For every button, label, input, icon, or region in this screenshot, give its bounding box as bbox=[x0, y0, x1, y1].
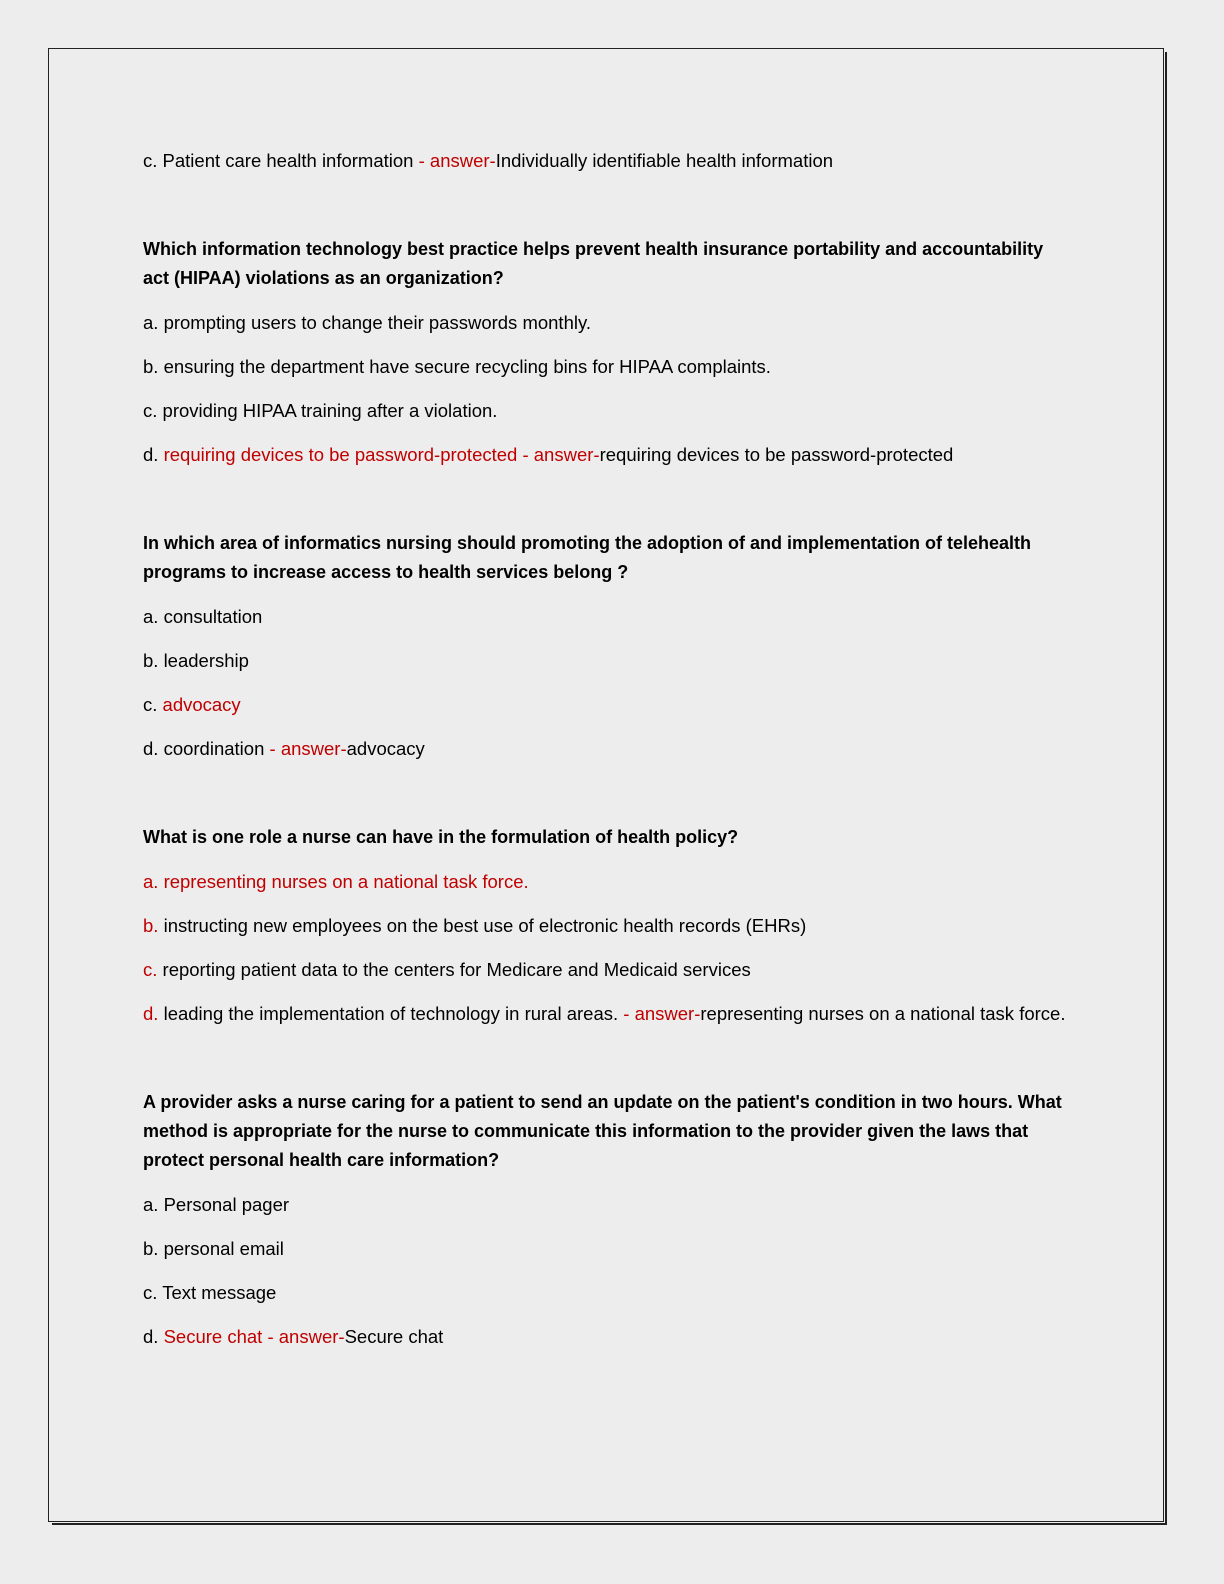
option-letter: d. bbox=[143, 1326, 164, 1347]
question-text: Which information technology best practice helps prevent health insurance portability and accountability act (HIPAA) violations as an organization? bbox=[143, 239, 1044, 288]
option-a: a. prompting users to change their passwords monthly. bbox=[143, 312, 591, 333]
option-b: b. leadership bbox=[143, 650, 249, 671]
question-block-3 bbox=[143, 823, 1073, 1028]
answer-text: requiring devices to be password-protected bbox=[599, 444, 954, 465]
answer-tag: - answer- bbox=[623, 1003, 701, 1024]
question-block-4 bbox=[143, 1088, 1073, 1351]
option-d bbox=[143, 1322, 1073, 1351]
question-text: In which area of informatics nursing should promoting the adoption of and implementation of telehealth programs to increase access to health services belong ? bbox=[143, 533, 1032, 582]
question-block-2 bbox=[143, 529, 1073, 763]
option-letter: c. bbox=[143, 959, 163, 980]
option-text: d. coordination bbox=[143, 738, 270, 759]
option-a: a. Personal pager bbox=[143, 1194, 290, 1215]
question-text: A provider asks a nurse caring for a patient to send an update on the patient's condition in two hours. What method is appropriate for the nurse to communicate this information to the provider given the laws that protect personal health care information? bbox=[143, 1092, 1062, 1170]
option-b: b. personal email bbox=[143, 1238, 284, 1259]
option-a: a. consultation bbox=[143, 606, 263, 627]
document-content bbox=[143, 146, 1073, 1366]
option-a: a. representing nurses on a national task force. bbox=[143, 871, 529, 892]
answer-tag: - answer- bbox=[522, 444, 600, 465]
option-d bbox=[143, 440, 1073, 469]
option-text: leading the implementation of technology in rural areas. bbox=[163, 1003, 624, 1024]
option-d bbox=[143, 999, 1073, 1028]
option-text: instructing new employees on the best use of electronic health records (EHRs) bbox=[163, 915, 807, 936]
answer-tag: - answer- bbox=[418, 150, 496, 171]
answer-tag: - answer- bbox=[267, 1326, 345, 1347]
option-c bbox=[143, 955, 1073, 984]
question-text: What is one role a nurse can have in the formulation of health policy? bbox=[143, 827, 739, 847]
option-text: Secure chat bbox=[163, 1326, 268, 1347]
option-letter: d. bbox=[143, 444, 164, 465]
option-text: c. Patient care health information bbox=[143, 150, 419, 171]
option-text: advocacy bbox=[162, 694, 241, 715]
option-text: requiring devices to be password-protected bbox=[163, 444, 523, 465]
answer-text: Secure chat bbox=[344, 1326, 444, 1347]
option-c: c. providing HIPAA training after a violation. bbox=[143, 400, 498, 421]
answer-tag: - answer- bbox=[269, 738, 347, 759]
option-letter: b. bbox=[143, 915, 164, 936]
answer-text: advocacy bbox=[346, 738, 425, 759]
option-letter: c. bbox=[143, 694, 163, 715]
option-d bbox=[143, 734, 1073, 763]
intro-answer-line bbox=[143, 146, 1073, 175]
question-block-1 bbox=[143, 235, 1073, 469]
answer-text: representing nurses on a national task force. bbox=[700, 1003, 1066, 1024]
option-c: c. Text message bbox=[143, 1282, 277, 1303]
option-b: b. ensuring the department have secure recycling bins for HIPAA complaints. bbox=[143, 356, 771, 377]
option-b bbox=[143, 911, 1073, 940]
option-letter: d. bbox=[143, 1003, 164, 1024]
option-c bbox=[143, 690, 1073, 719]
answer-text: Individually identifiable health information bbox=[495, 150, 834, 171]
option-text: reporting patient data to the centers for Medicare and Medicaid services bbox=[162, 959, 751, 980]
